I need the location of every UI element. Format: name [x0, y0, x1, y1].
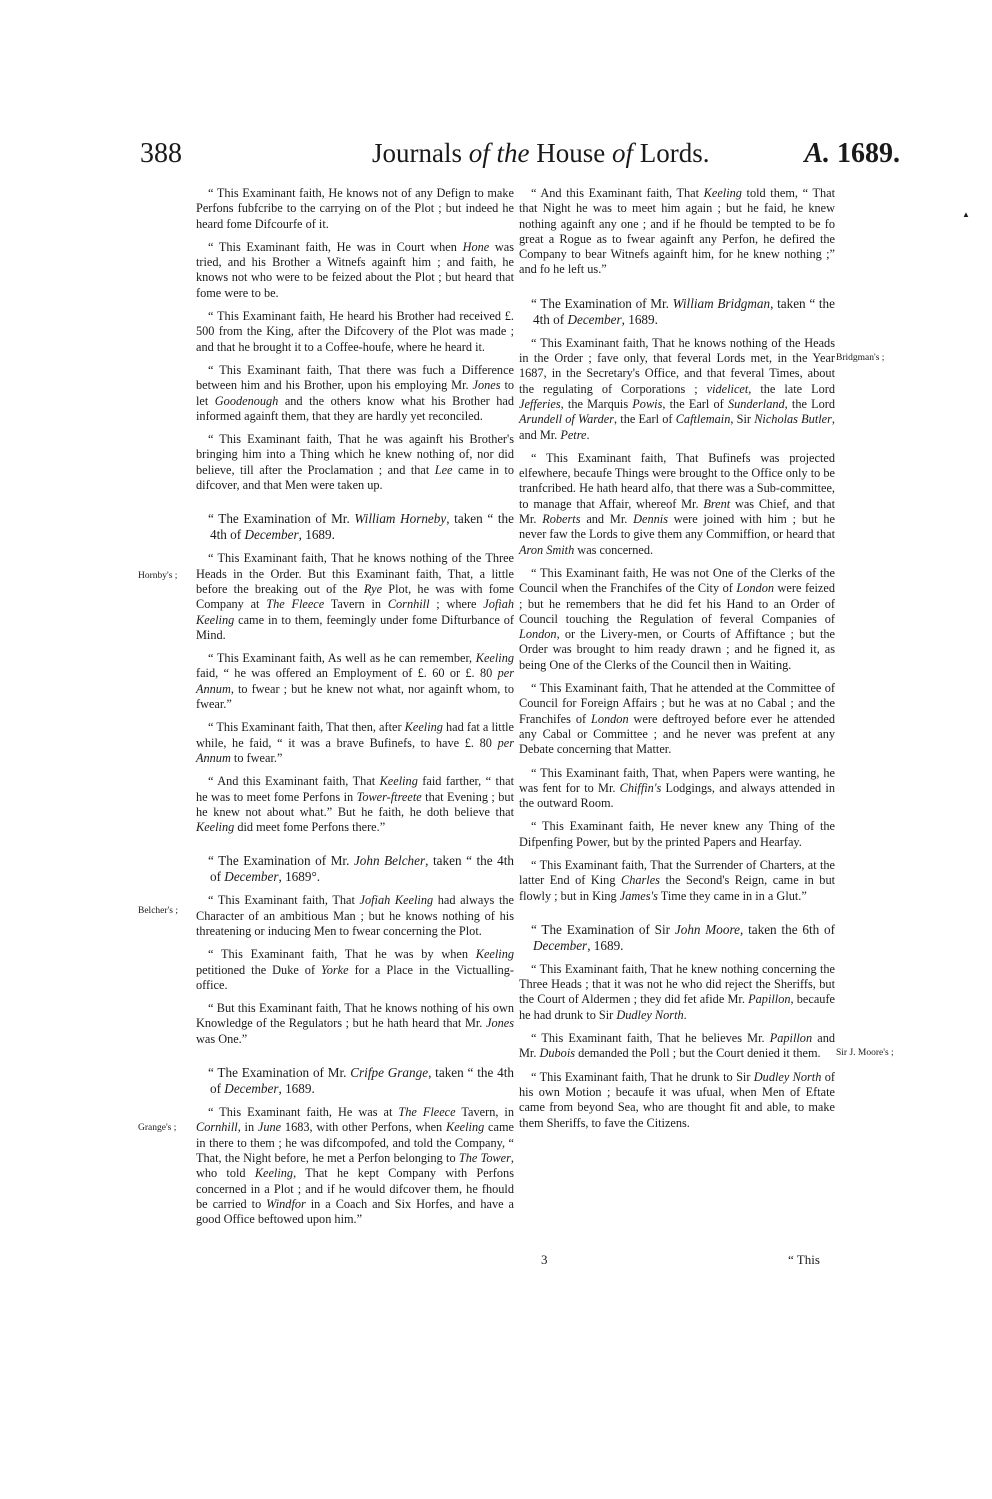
margin-note-grange: Grange's ;: [138, 1123, 177, 1133]
page-number: 388: [140, 138, 182, 169]
paragraph: “ And this Examinant faith, That Keeling told them, “ That that Night he was to meet him again ; but he faid, he knew nothing againft any one ; and if he fhould be tempted to be fo great a Rogue as to fwear againft any Perfon, he defired the Company to bear Witnefs againft him, for he knew nothing ;” and fo he left us.”: [519, 186, 835, 277]
paragraph: “ And this Examinant faith, That Keeling faid farther, “ that he was to meet fome Perfons in Tower-ftreete that Evening ; but he knew not about what.” But he faith, he doth believe that Keeling did meet fome Perfons there.”: [196, 774, 514, 835]
margin-note-moore: Sir J. Moore's ;: [836, 1048, 894, 1058]
paragraph: “ This Examinant faith, He was in Court when Hone was tried, and his Brother a Witnefs againft him ; and faith, he knows not who were to be feized about the Plot ; but heard that fome were to be.: [196, 239, 514, 300]
paragraph: “ This Examinant faith, That then, after Keeling had fat a little while, he faid, “ it was a brave Bufinefs, to have £. 80 per Annum to fwear.”: [196, 720, 514, 765]
paragraph: “ This Examinant faith, That the Surrender of Charters, at the latter End of King Charles the Second's Reign, came in but flowly ; but in King James's Time they came in in a Glut.”: [519, 857, 836, 903]
paragraph: “ This Examinant faith, That he was againft his Brother's bringing him into a Thing which he knew nothing of, nor did believe, till after the Proclamation ; and that Lee came in to difcover, and that Men were taken up.: [196, 432, 515, 493]
paragraph: “ But this Examinant faith, That he knows nothing of his own Knowledge of the Regulators ; but he hath heard that Mr. Jones was One.”: [196, 1001, 514, 1046]
examination-heading-moore: “ The Examination of Sir John Moore, taken the 6th of December, 1689.: [531, 921, 835, 953]
page-header: [140, 138, 900, 178]
paragraph: “ This Examinant faith, He was at The Fleece Tavern, in Cornhill, in June 1683, with other Perfons, when Keeling came in there to them ; he was difcompofed, and told the Company, “ That, the Night before, he met a Perfon belonging to The Tower, who told Keeling, That he kept Company with Perfons concerned in a Plot ; and if he would difcover them, he fhould be carried to Windfor in a Coach and Six Horfes, and have a good Office beftowed upon him.”: [196, 1105, 514, 1227]
paragraph: “ This Examinant faith, That he believes Mr. Papillon and Mr. Dubois demanded the Poll ; but the Court denied it them.: [519, 1031, 835, 1061]
examination-heading-belcher: “ The Examination of Mr. John Belcher, taken “ the 4th of December, 1689°.: [208, 853, 515, 885]
paragraph: “ This Examinant faith, He never knew any Thing of the Difpenfing Power, but by the printed Papers and Hearfay.: [519, 819, 835, 849]
paragraph: “ This Examinant faith, That he drunk to Sir Dudley North of his own Motion ; becaufe it was ufual, when Men of Eftate came from beyond Sea, who are thought fit and able, to make them Sheriffs, to fave the Citizens.: [519, 1069, 835, 1130]
catchword: “ This: [788, 1252, 820, 1267]
margin-note-bridgman: Bridgman's ;: [836, 353, 885, 363]
paragraph: “ This Examinant faith, That he was by when Keeling petitioned the Duke of Yorke for a Place in the Victualling-office.: [196, 947, 514, 992]
paragraph: “ This Examinant faith, He heard his Brother had received £. 500 from the King, after the Difcovery of the Plot was made ; and that he brought it to a Coffee-houfe, where he heard it.: [196, 309, 514, 354]
paragraph: “ This Examinant faith, That he attended at the Committee of Council for Foreign Affairs ; but he was at no Cabal ; and the Franchifes of London were deftroyed before ever he attended any Cabal or Committee ; and he never was prefent at any Debate concerning that Matter.: [519, 681, 836, 757]
paragraph: “ This Examinant faith, That, when Papers were wanting, he was fent for to Mr. Chiffin's Lodgings, and always attended in the outward Room.: [519, 765, 835, 811]
signature-mark: 3: [541, 1252, 548, 1267]
paragraph: “ This Examinant faith, He knows not of any Defign to make Perfons fubfcribe to the carrying on of the Plot ; but indeed he heard fome Difcourfe of it.: [196, 186, 514, 231]
paragraph: “ This Examinant faith, That he knows nothing of the Three Heads in the Order. But this Examinant faith, That, a little before the breaking out of the Rye Plot, he was with fome Company at The Fleece Tavern in Cornhill ; where Jofiah Keeling came in to them, feemingly under fome Difturbance of Mind.: [196, 551, 515, 642]
triangle-mark-icon: ▲: [962, 210, 970, 219]
examination-heading-bridgman: “ The Examination of Mr. William Bridgman, taken “ the 4th of December, 1689.: [531, 295, 835, 327]
examination-heading-grange: “ The Examination of Mr. Crifpe Grange, taken “ the 4th of December, 1689.: [208, 1065, 514, 1097]
header-year: A. 1689.: [804, 138, 900, 169]
paragraph: “ This Examinant faith, That Jofiah Keeling had always the Character of an ambitious Man ; but he knows nothing of his threatening or inducing Men to fwear concerning the Plot.: [196, 893, 514, 938]
examination-heading-hornby: “ The Examination of Mr. William Horneby, taken “ the 4th of December, 1689.: [208, 511, 514, 543]
margin-note-belcher: Belcher's ;: [138, 906, 178, 916]
paragraph: “ This Examinant faith, That there was fuch a Difference between him and his Brother, upon his employing Mr. Jones to let Goodenough and the others know what his Brother had informed againft them, that they are hardly yet reconciled.: [196, 362, 515, 423]
left-column: [196, 186, 514, 1235]
margin-note-hornby: Hornby's ;: [138, 571, 178, 581]
paragraph: “ This Examinant faith, That he knows nothing of the Heads in the Order ; fave only, that feveral Lords met, in the Year 1687, in the Secretary's Office, and that feveral Times, about the regulating of Corporations ; videlicet, the late Lord Jefferies, the Marquis Powis, the Earl of Sunderland, the Lord Arundell of Warder, the Earl of Caftlemain, Sir Nicholas Butler, and Mr. Petre.: [519, 335, 836, 442]
paragraph: “ This Examinant faith, That he knew nothing concerning the Three Heads ; that it was not he who did reject the Sheriffs, but the Court of Aldermen ; they did fet afide Mr. Papillon, becaufe he had drunk to Sir Dudley North.: [519, 961, 836, 1022]
paragraph: “ This Examinant faith, That Bufinefs was projected elfewhere, becaufe Things were brought to the Office only to be tranfcribed. He hath heard alfo, that there was a Sub-committee, to manage that Affair, whereof Mr. Brent was Chief, and that Mr. Roberts and Mr. Dennis were joined with him ; but he never faw the Lords to give them any Commiffion, or heard that Aron Smith was concerned.: [519, 450, 836, 557]
paragraph: “ This Examinant faith, He was not One of the Clerks of the Council when the Franchifes of the City of London were feized ; but he remembers that he did fet his Hand to an Order of Council touching the Regulation of feveral Companies of London, or the Livery-men, or Courts of Affiftance ; but the Order was brought to him ready drawn ; and he figned it, as being One of the Clerks of the Council then in Waiting.: [519, 565, 835, 672]
right-column: [519, 186, 835, 1139]
running-title: Journals of the House of Lords.: [372, 138, 710, 168]
paragraph: “ This Examinant faith, As well as he can remember, Keeling faid, “ he was offered an Employment of £. 60 or £. 80 per Annum, to fwear ; but he knew not what, nor againft whom, to fwear.”: [196, 651, 514, 712]
